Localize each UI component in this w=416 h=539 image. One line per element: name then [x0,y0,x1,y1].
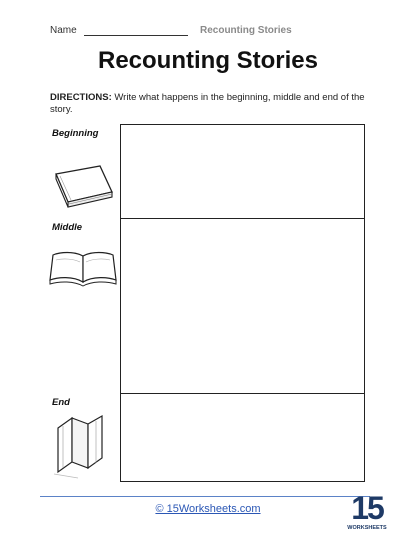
section-label-middle: Middle [52,222,83,233]
open-book-icon [48,248,118,290]
beginning-answer-box[interactable] [121,125,364,218]
middle-answer-box[interactable] [121,219,364,393]
header-title: Recounting Stories [200,25,292,36]
worksheets-logo [347,489,387,531]
end-answer-box[interactable] [121,394,364,481]
writing-grid [120,124,365,482]
section-label-end: End [52,397,70,408]
closed-book-icon [48,158,118,210]
name-input-line[interactable] [84,35,188,36]
copyright-link[interactable]: © 15Worksheets.com [155,503,261,515]
svg-text:15: 15 [351,490,383,526]
name-label: Name [50,25,77,36]
svg-text:WORKSHEETS: WORKSHEETS [347,525,387,531]
directions [50,92,370,116]
directions-label: DIRECTIONS: [50,92,112,103]
footer-divider [40,496,370,497]
directions-text: Write what happens in the beginning, middle and end of the story. [50,92,365,115]
page-title: Recounting Stories [97,47,319,74]
section-label-beginning: Beginning [52,128,99,139]
standing-book-icon [48,412,118,480]
